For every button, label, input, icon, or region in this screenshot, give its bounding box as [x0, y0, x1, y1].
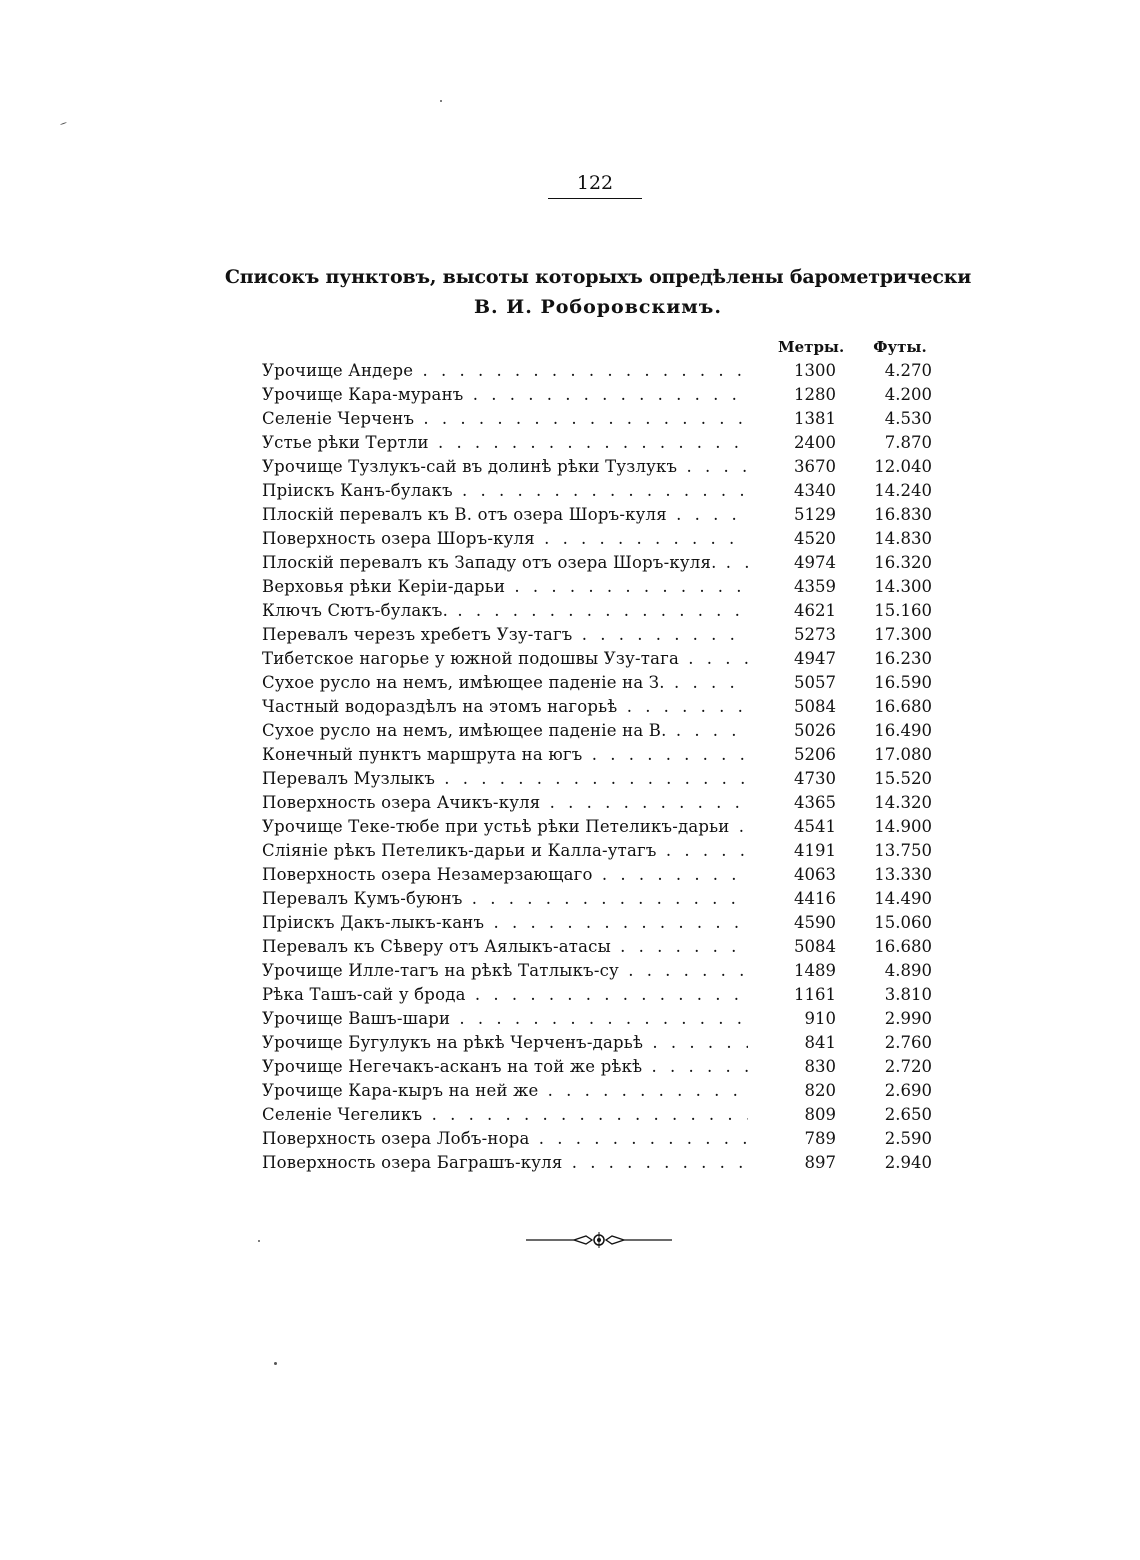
altitude-meters: 3670: [794, 456, 836, 476]
altitude-meters: 5057: [794, 672, 836, 692]
table-row: [262, 1078, 942, 1102]
altitude-meters: 1161: [794, 984, 836, 1004]
table-row: [262, 1054, 942, 1078]
table-row: [262, 1102, 942, 1126]
altitude-feet: 2.590: [884, 1128, 932, 1148]
altitude-meters: 910: [804, 1008, 836, 1028]
altitude-meters: 4359: [794, 576, 836, 596]
altitude-meters: 4947: [794, 648, 836, 668]
place-name: Урочище Кара-кыръ на ней же . . .: [262, 1081, 748, 1100]
table-row: [262, 430, 942, 454]
altitude-feet: 14.900: [874, 816, 932, 836]
altitude-feet: 16.830: [874, 504, 932, 524]
altitude-meters: 4974: [794, 552, 836, 572]
table-row: [262, 502, 942, 526]
table-row: [262, 358, 942, 382]
altitude-feet: 2.720: [884, 1056, 932, 1076]
altitude-meters: 4730: [794, 768, 836, 788]
altitude-meters: 5084: [794, 696, 836, 716]
place-name: Поверхность озера Незамерзающаго . . .: [262, 865, 748, 884]
altitude-feet: 13.750: [874, 840, 932, 860]
table-row: [262, 742, 942, 766]
altitude-meters: 5129: [794, 504, 836, 524]
table-row: [262, 646, 942, 670]
altitude-feet: 14.240: [874, 480, 932, 500]
altitude-meters: 4365: [794, 792, 836, 812]
table-row: [262, 814, 942, 838]
place-name: Поверхность озера Баграшъ-куля . . .: [262, 1153, 748, 1172]
altitude-feet: 12.040: [874, 456, 932, 476]
altitude-feet: 16.490: [874, 720, 932, 740]
altitude-feet: 16.320: [874, 552, 932, 572]
altitude-feet: 7.870: [884, 432, 932, 452]
altitude-meters: 4063: [794, 864, 836, 884]
place-name: Урочище Андере . . .: [262, 361, 748, 380]
altitude-feet: 2.760: [884, 1032, 932, 1052]
altitude-feet: 14.300: [874, 576, 932, 596]
altitude-meters: 4416: [794, 888, 836, 908]
table-row: [262, 1126, 942, 1150]
table-row: [262, 622, 942, 646]
altitude-meters: 4621: [794, 600, 836, 620]
altitude-feet: 15.160: [874, 600, 932, 620]
altitude-meters: 4191: [794, 840, 836, 860]
table-row: [262, 958, 942, 982]
page-number: 122: [576, 172, 614, 194]
altitude-meters: 5206: [794, 744, 836, 764]
altitude-feet: 17.300: [874, 624, 932, 644]
table-row: [262, 454, 942, 478]
table-row: [262, 406, 942, 430]
place-name: Урочище Бугулукъ на рѣкѣ Черченъ-дарьѣ . . .: [262, 1033, 748, 1052]
altitude-feet: 16.230: [874, 648, 932, 668]
place-name: Рѣка Ташъ-сай у брода . . .: [262, 985, 748, 1004]
altitude-feet: 2.690: [884, 1080, 932, 1100]
place-name: Тибетское нагорье у южной подошвы Узу-тага . . .: [262, 649, 748, 668]
place-name: Урочище Негечакъ-асканъ на той же рѣкѣ . . .: [262, 1057, 748, 1076]
place-name: Урочище Вашъ-шари . . .: [262, 1009, 748, 1028]
place-name: Урочище Илле-тагъ на рѣкѣ Татлыкъ-су . . .: [262, 961, 748, 980]
place-name: Верховья рѣки Керіи-дарьи . . .: [262, 577, 748, 596]
place-name: Плоскій перевалъ къ Западу отъ озера Шоръ-куля. . . .: [262, 553, 748, 572]
column-header-meters: Метры.: [778, 338, 845, 356]
place-name: Селеніе Чегеликъ . . .: [262, 1105, 748, 1124]
place-name: Перевалъ къ Сѣверу отъ Аялыкъ-атасы . . .: [262, 937, 748, 956]
altitude-meters: 841: [804, 1032, 836, 1052]
altitude-feet: 4.890: [884, 960, 932, 980]
altitude-feet: 15.060: [874, 912, 932, 932]
place-name: Пріискъ Канъ-булакъ . . .: [262, 481, 748, 500]
scan-speck: [274, 1362, 277, 1365]
scan-speck: [258, 1240, 260, 1242]
column-header-feet: Футы.: [873, 338, 927, 356]
place-name: Урочище Кара-муранъ . . .: [262, 385, 748, 404]
table-row: [262, 694, 942, 718]
altitude-feet: 14.490: [874, 888, 932, 908]
altitude-meters: 5084: [794, 936, 836, 956]
altitude-table: [262, 358, 942, 1174]
altitude-meters: 809: [804, 1104, 836, 1124]
altitude-feet: 2.650: [884, 1104, 932, 1124]
table-row: [262, 862, 942, 886]
altitude-feet: 16.680: [874, 936, 932, 956]
altitude-meters: 5273: [794, 624, 836, 644]
table-row: [262, 1006, 942, 1030]
place-name: Пріискъ Дакъ-лыкъ-канъ . . .: [262, 913, 748, 932]
altitude-meters: 4590: [794, 912, 836, 932]
place-name: Ключъ Сютъ-булакъ. . . .: [262, 601, 748, 620]
altitude-meters: 789: [804, 1128, 836, 1148]
table-row: [262, 382, 942, 406]
table-row: [262, 886, 942, 910]
table-row: [262, 766, 942, 790]
page-title: Списокъ пунктовъ, высоты которыхъ опредѣлены барометрически: [224, 266, 972, 288]
altitude-meters: 5026: [794, 720, 836, 740]
altitude-feet: 15.520: [874, 768, 932, 788]
altitude-meters: 1381: [794, 408, 836, 428]
table-row: [262, 790, 942, 814]
table-row: [262, 910, 942, 934]
table-row: [262, 838, 942, 862]
place-name: Урочище Теке-тюбе при устьѣ рѣки Петеликъ-дарьи . . .: [262, 817, 748, 836]
table-row: [262, 598, 942, 622]
altitude-feet: 3.810: [884, 984, 932, 1004]
altitude-meters: 1280: [794, 384, 836, 404]
place-name: Перевалъ Музлыкъ . . .: [262, 769, 748, 788]
place-name: Сухое русло на немъ, имѣющее паденіе на З. . . .: [262, 673, 748, 692]
table-row: [262, 478, 942, 502]
table-row: [262, 574, 942, 598]
altitude-meters: 2400: [794, 432, 836, 452]
place-name: Сліяніе рѣкъ Петеликъ-дарьи и Калла-утагъ . . .: [262, 841, 748, 860]
table-row: [262, 670, 942, 694]
table-row: [262, 550, 942, 574]
table-row: [262, 982, 942, 1006]
table-row: [262, 1150, 942, 1174]
altitude-meters: 820: [804, 1080, 836, 1100]
altitude-feet: 4.530: [884, 408, 932, 428]
place-name: Поверхность озера Ачикъ-куля . . .: [262, 793, 748, 812]
altitude-feet: 16.590: [874, 672, 932, 692]
altitude-feet: 2.990: [884, 1008, 932, 1028]
altitude-feet: 17.080: [874, 744, 932, 764]
altitude-meters: 830: [804, 1056, 836, 1076]
altitude-feet: 14.830: [874, 528, 932, 548]
ornament-divider-icon: [526, 1230, 672, 1250]
altitude-meters: 1489: [794, 960, 836, 980]
place-name: Поверхность озера Шоръ-куля . . .: [262, 529, 748, 548]
place-name: Сухое русло на немъ, имѣющее паденіе на В. . . .: [262, 721, 748, 740]
altitude-meters: 1300: [794, 360, 836, 380]
place-name: Селеніе Черченъ . . .: [262, 409, 748, 428]
place-name: Перевалъ Кумъ-буюнъ . . .: [262, 889, 748, 908]
scan-speck: [60, 122, 67, 125]
table-row: [262, 1030, 942, 1054]
place-name: Урочище Тузлукъ-сай въ долинѣ рѣки Тузлукъ . . .: [262, 457, 748, 476]
altitude-feet: 4.200: [884, 384, 932, 404]
place-name: Поверхность озера Лобъ-нора . . .: [262, 1129, 748, 1148]
altitude-feet: 2.940: [884, 1152, 932, 1172]
table-row: [262, 526, 942, 550]
altitude-meters: 897: [804, 1152, 836, 1172]
altitude-meters: 4541: [794, 816, 836, 836]
scan-speck: [440, 100, 442, 102]
table-row: [262, 934, 942, 958]
place-name: Перевалъ черезъ хребетъ Узу-тагъ . . .: [262, 625, 748, 644]
place-name: Плоскій перевалъ къ В. отъ озера Шоръ-куля . . .: [262, 505, 748, 524]
place-name: Устье рѣки Тертли . . .: [262, 433, 748, 452]
altitude-feet: 16.680: [874, 696, 932, 716]
table-row: [262, 718, 942, 742]
place-name: Частный водораздѣлъ на этомъ нагорьѣ . . .: [262, 697, 748, 716]
altitude-meters: 4520: [794, 528, 836, 548]
place-name: Конечный пунктъ маршрута на югъ . . .: [262, 745, 748, 764]
altitude-meters: 4340: [794, 480, 836, 500]
altitude-feet: 13.330: [874, 864, 932, 884]
altitude-feet: 14.320: [874, 792, 932, 812]
page-number-underline: [548, 198, 642, 199]
page-subtitle: В. И. Роборовскимъ.: [473, 296, 722, 318]
altitude-feet: 4.270: [884, 360, 932, 380]
